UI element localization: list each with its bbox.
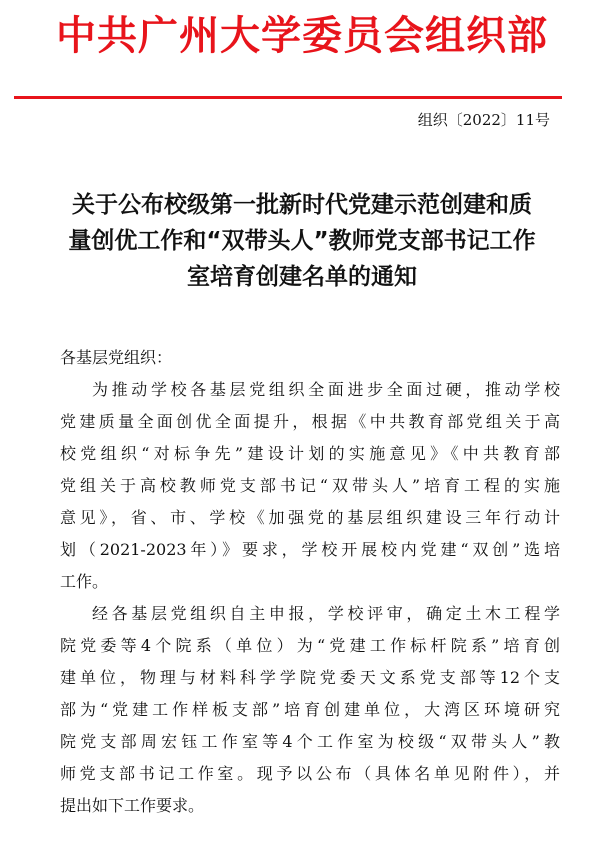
document-title bbox=[30, 187, 574, 295]
paragraph-line: 经各基层党组织自主申报，学校评审，确定土木工程学 bbox=[92, 604, 560, 623]
paragraph-line: 为推动学校各基层党组织全面进步全面过硬，推动学校 bbox=[92, 380, 560, 399]
paragraph-line: 院党支部周宏钰工作室等4个工作室为校级“双带头人”教 bbox=[60, 732, 560, 751]
paragraph-line: 党建质量全面创优全面提升，根据《中共教育部党组关于高 bbox=[60, 412, 560, 431]
paragraph-line: 部为“党建工作样板支部”培育创建单位，大湾区环境研究 bbox=[60, 700, 560, 719]
paragraph-line: 校党组织“对标争先”建设计划的实施意见》《中共教育部 bbox=[60, 444, 560, 463]
document-number: 组织〔2022〕11号 bbox=[417, 111, 550, 129]
title-line: 室培育创建名单的通知 bbox=[187, 264, 417, 290]
masthead-title: 中共广州大学委员会组织部 bbox=[56, 13, 548, 59]
paragraph-line: 划（2021-2023年）》要求，学校开展校内党建“双创”选培 bbox=[60, 540, 560, 559]
title-line: 量创优工作和“双带头人”教师党支部书记工作 bbox=[68, 228, 536, 254]
red-header-rule bbox=[14, 96, 562, 99]
paragraph-line: 意见》，省、市、学校《加强党的基层组织建设三年行动计 bbox=[60, 508, 560, 527]
document-body bbox=[60, 342, 560, 822]
salutation: 各基层党组织： bbox=[60, 348, 173, 367]
title-line: 关于公布校级第一批新时代党建示范创建和质 bbox=[72, 192, 532, 218]
paragraph-line: 工作。 bbox=[60, 572, 109, 591]
paragraph-line: 建单位，物理与材料科学学院党委天文系党支部等12个支 bbox=[60, 668, 560, 687]
paragraph-line: 党组关于高校教师党支部书记“双带头人”培育工程的实施 bbox=[60, 476, 560, 495]
paragraph-line: 师党支部书记工作室。现予以公布（具体名单见附件），并 bbox=[60, 764, 560, 783]
paragraph-line: 提出如下工作要求。 bbox=[60, 796, 205, 815]
paragraph-line: 院党委等4个院系（单位）为“党建工作标杆院系”培育创 bbox=[60, 636, 560, 655]
